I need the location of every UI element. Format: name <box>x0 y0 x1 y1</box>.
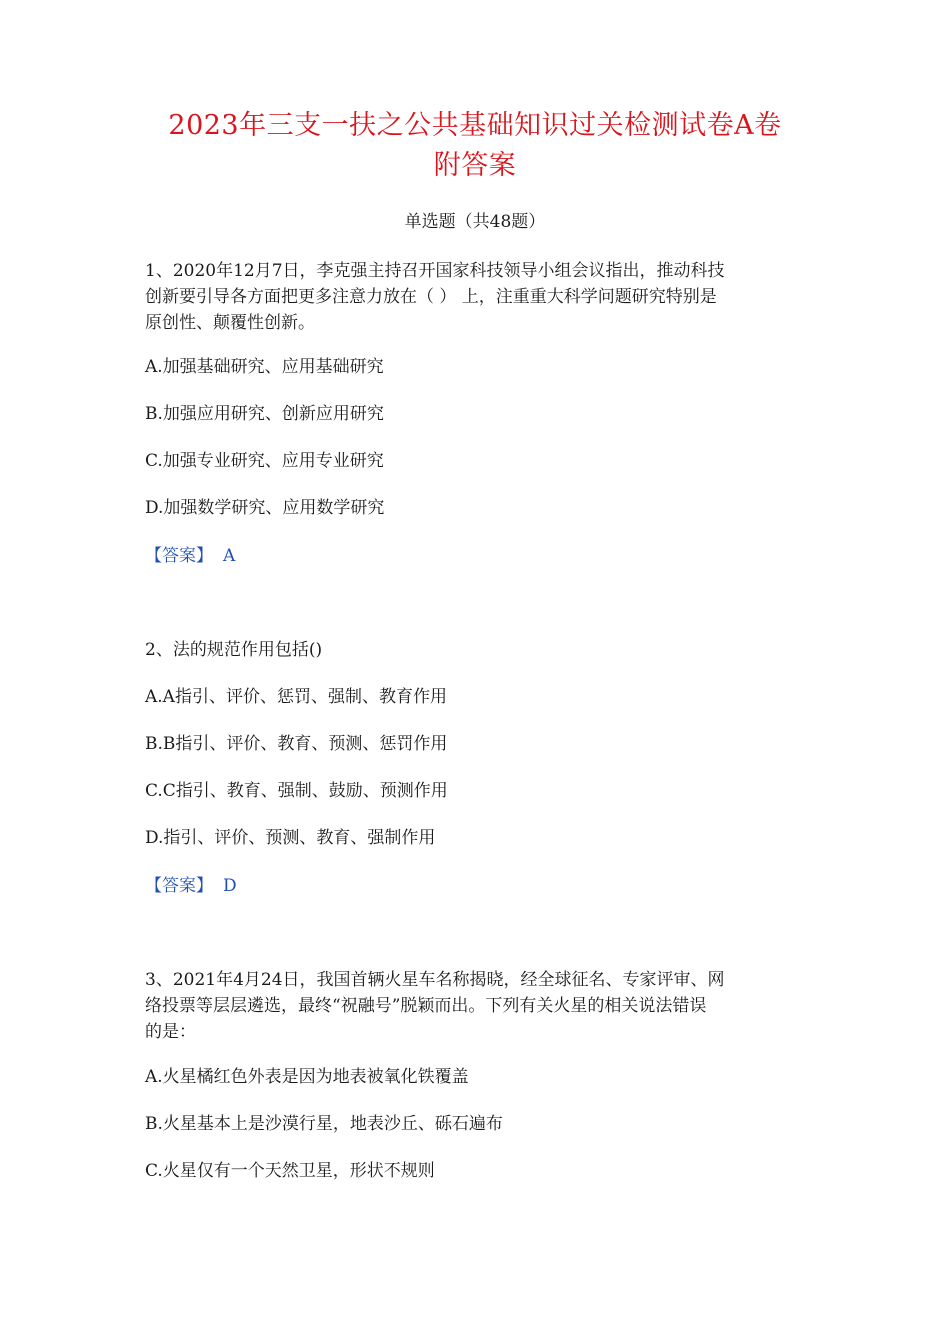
question-3-line-1: 3、2021年4月24日，我国首辆火星车名称揭晓，经全球征名、专家评审、网 <box>145 970 725 990</box>
title-line-1: 2023年三支一扶之公共基础知识过关检测试卷A卷 <box>168 110 782 141</box>
question-1-line-1: 1、2020年12月7日，李克强主持召开国家科技领导小组会议指出，推动科技 <box>145 261 725 281</box>
question-3-stem <box>145 967 810 1045</box>
question-2-stem <box>145 637 810 663</box>
question-1-option-b: B.加强应用研究、创新应用研究 <box>145 404 384 424</box>
title-line-2: 附答案 <box>433 150 517 181</box>
question-2-option-c: C.C指引、教育、强制、鼓励、预测作用 <box>145 781 448 801</box>
answer-label: 【答案】 <box>145 546 213 566</box>
question-2-line-1: 2、法的规范作用包括() <box>145 640 323 660</box>
answer-value: A <box>223 546 236 566</box>
question-2-option-a: A.A指引、评价、惩罚、强制、教育作用 <box>145 687 447 707</box>
question-3-option-a: A.火星橘红色外表是因为地表被氧化铁覆盖 <box>145 1067 469 1087</box>
question-1-line-3: 原创性、颠覆性创新。 <box>145 313 315 333</box>
section-heading: 单选题（共48题） <box>404 212 546 232</box>
document-title <box>120 106 830 186</box>
question-3-option-c: C.火星仅有一个天然卫星，形状不规则 <box>145 1161 435 1181</box>
question-1-option-a: A.加强基础研究、应用基础研究 <box>145 357 384 377</box>
question-2-option-d: D.指引、评价、预测、教育、强制作用 <box>145 828 436 848</box>
question-1-answer <box>145 543 235 569</box>
question-2-answer <box>145 873 237 899</box>
question-3-line-3: 的是： <box>145 1022 196 1042</box>
answer-value: D <box>223 876 237 896</box>
question-3-option-b: B.火星基本上是沙漠行星，地表沙丘、砾石遍布 <box>145 1114 503 1134</box>
question-2-option-b: B.B指引、评价、教育、预测、惩罚作用 <box>145 734 448 754</box>
question-1-option-c: C.加强专业研究、应用专业研究 <box>145 451 384 471</box>
question-1-option-d: D.加强数学研究、应用数学研究 <box>145 498 385 518</box>
question-1-stem <box>145 258 810 336</box>
answer-label: 【答案】 <box>145 876 213 896</box>
question-3-line-2: 络投票等层层遴选，最终“祝融号”脱颖而出。下列有关火星的相关说法错误 <box>145 996 707 1016</box>
question-1-line-2: 创新要引导各方面把更多注意力放在（ ） 上，注重重大科学问题研究特别是 <box>145 287 717 307</box>
